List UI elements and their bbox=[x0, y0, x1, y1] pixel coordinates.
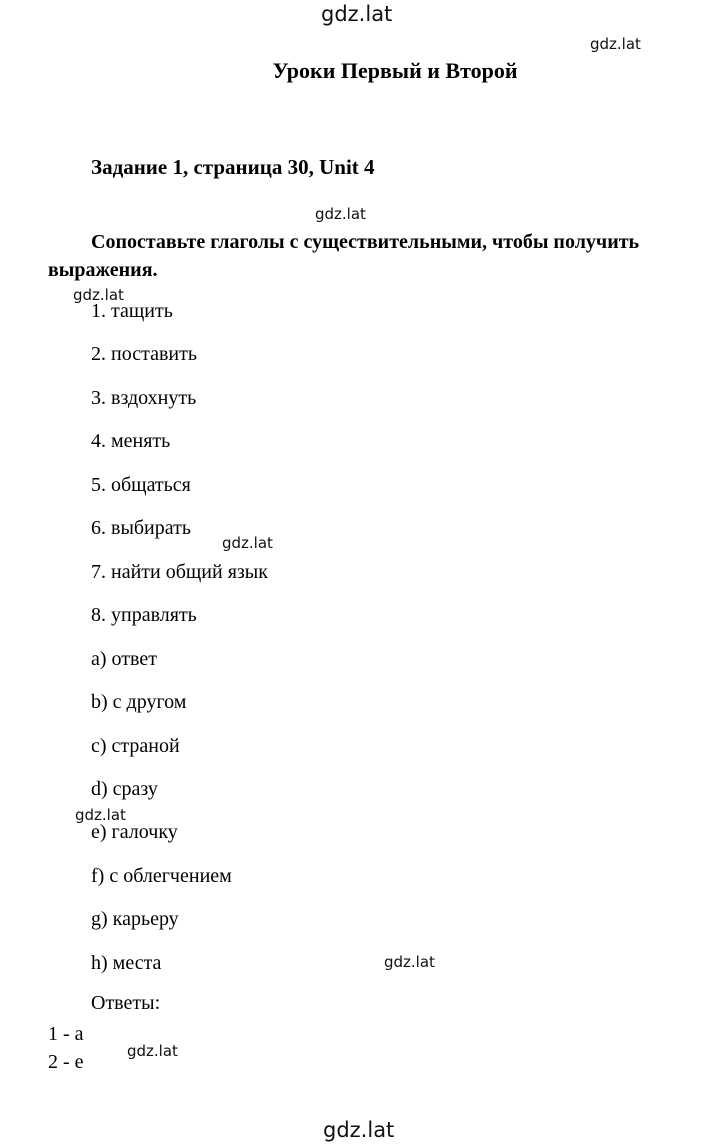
verb-item-1: 1. тащить bbox=[91, 300, 173, 322]
verb-item-4: 4. менять bbox=[91, 430, 171, 452]
watermark-answers: gdz.lat bbox=[127, 1042, 178, 1060]
watermark-top-right: gdz.lat bbox=[590, 35, 641, 53]
watermark-list-start: gdz.lat bbox=[73, 286, 124, 304]
watermark-middle: gdz.lat bbox=[222, 534, 273, 552]
noun-item-c: c) страной bbox=[91, 735, 180, 757]
answer-2: 2 - e bbox=[48, 1051, 84, 1073]
watermark-bottom: gdz.lat bbox=[323, 1118, 395, 1142]
noun-item-f: f) с облегчением bbox=[91, 865, 232, 887]
answer-1: 1 - a bbox=[48, 1023, 84, 1045]
noun-item-d: d) сразу bbox=[91, 778, 158, 800]
watermark-top: gdz.lat bbox=[321, 2, 393, 26]
verb-item-8: 8. управлять bbox=[91, 604, 197, 626]
watermark-left: gdz.lat bbox=[75, 806, 126, 824]
noun-item-a: a) ответ bbox=[91, 648, 157, 670]
watermark-instruction: gdz.lat bbox=[315, 205, 366, 223]
noun-item-g: g) карьеру bbox=[91, 908, 179, 930]
noun-item-e: e) галочку bbox=[91, 821, 178, 843]
watermark-right: gdz.lat bbox=[384, 953, 435, 971]
verb-item-5: 5. общаться bbox=[91, 474, 191, 496]
instruction-text: Сопоставьте глаголы с существительными, чтобы получить выражения. bbox=[48, 231, 640, 281]
verb-item-2: 2. поставить bbox=[91, 343, 197, 365]
verb-item-7: 7. найти общий язык bbox=[91, 561, 268, 583]
verb-item-3: 3. вздохнуть bbox=[91, 387, 197, 409]
answers-label: Ответы: bbox=[91, 992, 161, 1014]
verb-item-6: 6. выбирать bbox=[91, 517, 191, 539]
noun-item-h: h) места bbox=[91, 952, 162, 974]
page-title: Уроки Первый и Второй bbox=[272, 58, 518, 83]
task-heading: Задание 1, страница 30, Unit 4 bbox=[91, 155, 375, 179]
noun-item-b: b) с другом bbox=[91, 691, 187, 713]
